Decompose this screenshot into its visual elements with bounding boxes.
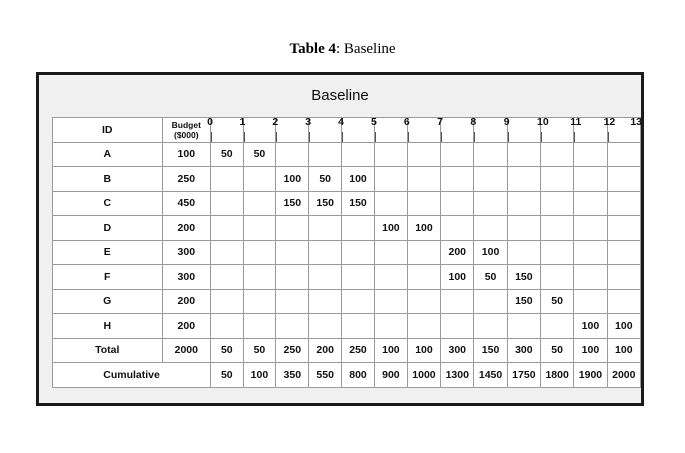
table-cell <box>607 216 640 241</box>
cumulative-cell: 550 <box>309 363 342 388</box>
period-label: 10 <box>537 116 549 128</box>
cumulative-cell: 350 <box>276 363 309 388</box>
period-label: 12 <box>603 116 616 128</box>
cumulative-cell: 1300 <box>441 363 474 388</box>
budget-header <box>162 118 211 143</box>
period-header-cell <box>437 116 477 143</box>
table-cell <box>607 142 640 167</box>
row-id: B <box>53 167 163 192</box>
table-cell <box>507 142 540 167</box>
table-cell <box>276 142 309 167</box>
table-cell: 150 <box>342 191 375 216</box>
table-cell: 100 <box>374 216 407 241</box>
period-header-cell <box>272 116 312 143</box>
table-cell <box>276 314 309 339</box>
table-cell <box>474 167 507 192</box>
table-cell: 150 <box>507 265 540 290</box>
cumulative-cell: 1900 <box>574 363 607 388</box>
period-tick <box>276 132 277 142</box>
total-cell: 250 <box>276 338 309 363</box>
table-cell <box>309 142 342 167</box>
period-tick <box>541 132 542 142</box>
period-tick <box>441 132 442 142</box>
baseline-figure-frame <box>36 72 644 406</box>
total-cell: 300 <box>441 338 474 363</box>
table-cell <box>474 191 507 216</box>
period-header-cell <box>503 116 540 143</box>
row-id: G <box>53 289 163 314</box>
period-label: 11 <box>570 116 582 128</box>
period-label: 1 <box>239 116 246 128</box>
table-cell <box>474 216 507 241</box>
period-header-cell <box>239 116 279 143</box>
table-cell <box>243 289 276 314</box>
table-cell <box>507 216 540 241</box>
table-cell <box>541 265 574 290</box>
caption-text: : Baseline <box>335 41 396 57</box>
period-tick <box>474 132 475 142</box>
table-cell: 100 <box>441 265 474 290</box>
table-row <box>53 314 641 339</box>
total-cell: 300 <box>507 338 540 363</box>
table-row <box>53 142 641 167</box>
table-cell <box>276 289 309 314</box>
period-tick <box>375 132 376 142</box>
table-caption <box>0 41 685 58</box>
table-cell <box>309 216 342 241</box>
table-cell <box>243 240 276 265</box>
table-cell <box>407 191 440 216</box>
table-cell: 150 <box>507 289 540 314</box>
period-tick <box>408 132 409 142</box>
table-cell <box>211 314 243 339</box>
total-cell: 50 <box>243 338 276 363</box>
table-cell <box>507 167 540 192</box>
period-tick <box>342 132 343 142</box>
table-row <box>53 191 641 216</box>
period-header-cell <box>305 116 342 143</box>
cumulative-cell: 100 <box>243 363 276 388</box>
table-cell <box>374 191 407 216</box>
table-cell <box>407 265 440 290</box>
row-id: C <box>53 191 163 216</box>
table-cell <box>407 240 440 265</box>
row-budget: 100 <box>162 142 211 167</box>
table-cell <box>574 216 607 241</box>
table-cell <box>574 167 607 192</box>
cumulative-cell: 2000 <box>607 363 640 388</box>
table-cell <box>374 265 407 290</box>
period-tick <box>211 132 212 142</box>
period-tick <box>574 132 575 142</box>
table-cell <box>474 314 507 339</box>
period-header-cell <box>537 116 574 143</box>
table-cell <box>507 191 540 216</box>
table-cell <box>574 142 607 167</box>
table-cell <box>607 240 640 265</box>
total-cell: 100 <box>574 338 607 363</box>
table-cell <box>541 240 574 265</box>
row-id: E <box>53 240 163 265</box>
period-label: 5 <box>370 116 377 128</box>
row-id: A <box>53 142 163 167</box>
cumulative-label: Cumulative <box>53 363 211 388</box>
table-cell <box>441 289 474 314</box>
table-cell <box>309 265 342 290</box>
period-label: 0 <box>207 116 213 128</box>
period-header-cell <box>403 116 440 143</box>
row-id: D <box>53 216 163 241</box>
table-cell: 150 <box>309 191 342 216</box>
table-cell <box>342 314 375 339</box>
table-cell <box>607 167 640 192</box>
table-cell <box>243 167 276 192</box>
table-cell <box>607 289 640 314</box>
total-label: Total <box>53 338 163 363</box>
table-cell: 150 <box>276 191 309 216</box>
table-cell <box>276 216 309 241</box>
table-cell <box>342 240 375 265</box>
table-cell <box>211 216 243 241</box>
period-label: 4 <box>338 116 344 128</box>
table-cell <box>243 265 276 290</box>
cumulative-cell: 1750 <box>507 363 540 388</box>
period-header-cell <box>207 116 243 143</box>
table-row <box>53 240 641 265</box>
budget-header-line1: Budget <box>171 119 201 130</box>
header-row <box>53 118 641 143</box>
row-id: H <box>53 314 163 339</box>
table-cell <box>342 289 375 314</box>
table-cell <box>441 314 474 339</box>
total-cell: 100 <box>607 338 640 363</box>
table-cell: 100 <box>607 314 640 339</box>
table-cell <box>342 142 375 167</box>
table-cell: 50 <box>243 142 276 167</box>
period-tick <box>309 132 310 142</box>
period-label: 8 <box>470 116 477 128</box>
total-cell: 150 <box>474 338 507 363</box>
baseline-table <box>52 117 641 388</box>
table-cell: 50 <box>541 289 574 314</box>
period-header-cell <box>370 116 407 143</box>
period-label: 9 <box>503 116 510 128</box>
row-budget: 250 <box>162 167 211 192</box>
period-header-cell <box>603 116 642 143</box>
table-cell: 200 <box>441 240 474 265</box>
row-budget: 300 <box>162 265 211 290</box>
table-cell: 50 <box>474 265 507 290</box>
row-budget: 200 <box>162 216 211 241</box>
table-cell <box>574 191 607 216</box>
table-cell <box>541 142 574 167</box>
table-cell <box>211 167 243 192</box>
table-cell <box>441 191 474 216</box>
table-cell <box>541 314 574 339</box>
table-cell <box>574 289 607 314</box>
table-cell <box>407 142 440 167</box>
table-cell <box>276 265 309 290</box>
table-cell <box>507 240 540 265</box>
total-budget: 2000 <box>162 338 211 363</box>
table-cell <box>407 167 440 192</box>
period-header-cell <box>338 116 375 143</box>
table-cell <box>541 167 574 192</box>
table-cell <box>342 265 375 290</box>
table-cell <box>574 240 607 265</box>
row-budget: 300 <box>162 240 211 265</box>
row-id: F <box>53 265 163 290</box>
caption-label: Table 4 <box>289 41 336 57</box>
table-cell <box>374 314 407 339</box>
table-cell <box>441 167 474 192</box>
table-cell <box>407 289 440 314</box>
cumulative-cell: 1000 <box>407 363 440 388</box>
row-budget: 200 <box>162 314 211 339</box>
cumulative-cell: 900 <box>374 363 407 388</box>
table-cell <box>211 240 243 265</box>
cumulative-cell: 1450 <box>474 363 507 388</box>
table-row <box>53 265 641 290</box>
table-cell <box>474 142 507 167</box>
table-cell <box>211 191 243 216</box>
table-row <box>53 167 641 192</box>
row-budget: 450 <box>162 191 211 216</box>
table-cell <box>374 167 407 192</box>
row-budget: 200 <box>162 289 211 314</box>
table-row <box>53 289 641 314</box>
table-cell <box>541 191 574 216</box>
period-label: 13 <box>630 116 642 128</box>
table-cell <box>243 191 276 216</box>
period-label: 2 <box>272 116 279 128</box>
table-cell <box>507 314 540 339</box>
period-header-cell <box>470 116 507 143</box>
table-cell <box>276 240 309 265</box>
table-cell: 100 <box>574 314 607 339</box>
table-cell <box>441 216 474 241</box>
table-cell <box>309 314 342 339</box>
cumulative-cell: 800 <box>342 363 375 388</box>
table-cell: 100 <box>342 167 375 192</box>
period-tick <box>508 132 509 142</box>
table-cell <box>309 240 342 265</box>
table-cell <box>407 314 440 339</box>
period-tick <box>608 132 609 142</box>
baseline-title: Baseline <box>311 87 369 104</box>
cumulative-row <box>53 363 641 388</box>
table-cell <box>607 191 640 216</box>
table-cell <box>374 289 407 314</box>
total-cell: 100 <box>407 338 440 363</box>
table-cell <box>342 216 375 241</box>
table-cell: 100 <box>276 167 309 192</box>
period-header-cell <box>570 116 607 143</box>
table-cell <box>607 265 640 290</box>
cumulative-cell: 50 <box>211 363 243 388</box>
period-label: 3 <box>305 116 312 128</box>
table-cell <box>574 265 607 290</box>
period-label: 6 <box>403 116 410 128</box>
period-tick <box>244 132 245 142</box>
table-cell: 50 <box>211 142 243 167</box>
table-cell <box>211 289 243 314</box>
total-cell: 50 <box>211 338 243 363</box>
total-cell: 200 <box>309 338 342 363</box>
table-cell: 100 <box>407 216 440 241</box>
table-cell: 100 <box>474 240 507 265</box>
table-cell <box>309 289 342 314</box>
table-cell <box>374 240 407 265</box>
table-row <box>53 216 641 241</box>
table-cell <box>211 265 243 290</box>
total-cell: 250 <box>342 338 375 363</box>
total-cell: 100 <box>374 338 407 363</box>
period-label: 7 <box>437 116 443 128</box>
total-row <box>53 338 641 363</box>
table-cell <box>441 142 474 167</box>
table-cell <box>374 142 407 167</box>
table-cell <box>243 216 276 241</box>
table-cell <box>541 216 574 241</box>
id-header: ID <box>53 118 163 143</box>
total-cell: 50 <box>541 338 574 363</box>
table-cell <box>243 314 276 339</box>
cumulative-cell: 1800 <box>541 363 574 388</box>
table-cell <box>474 289 507 314</box>
table-cell: 50 <box>309 167 342 192</box>
budget-header-line2: ($000) <box>174 129 199 140</box>
